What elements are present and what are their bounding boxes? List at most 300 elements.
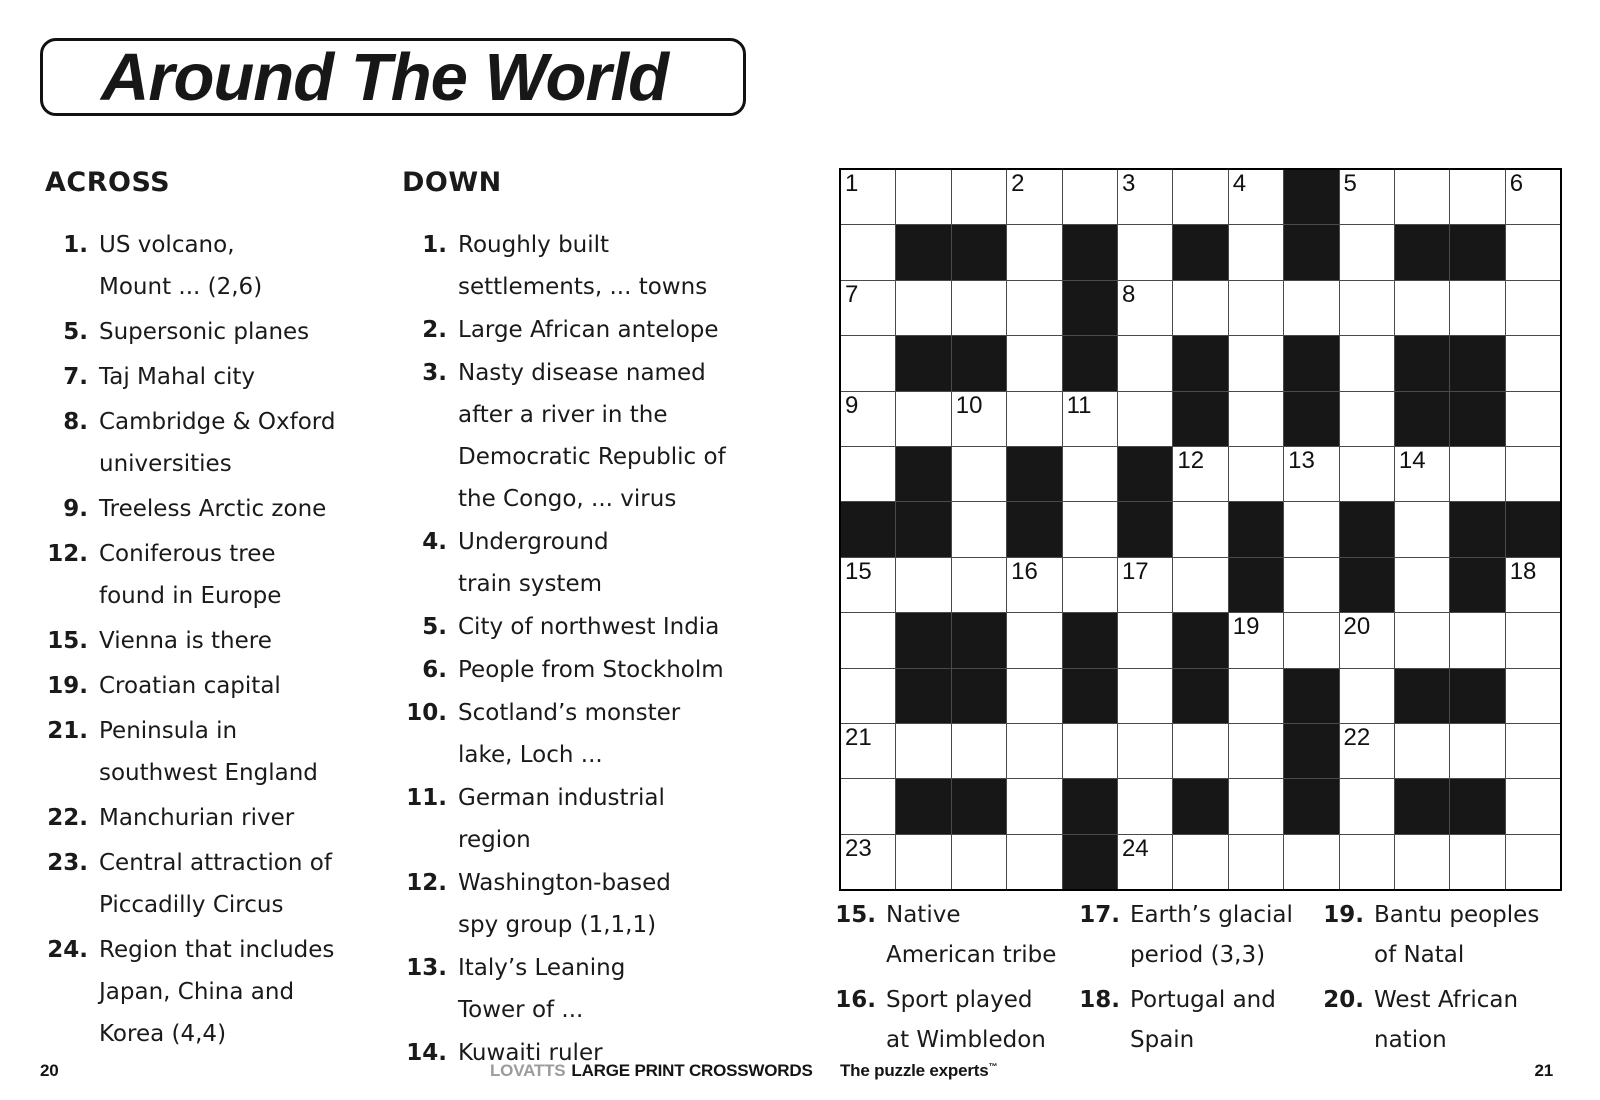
cell-number: 21 bbox=[845, 723, 872, 751]
grid-cell[interactable] bbox=[952, 392, 1006, 446]
grid-cell[interactable] bbox=[1284, 281, 1338, 335]
clue-line: train system bbox=[458, 571, 602, 597]
grid-cell[interactable] bbox=[896, 724, 950, 778]
grid-cell[interactable] bbox=[1340, 669, 1394, 723]
across-clue bbox=[45, 710, 395, 794]
clue-text bbox=[1120, 980, 1276, 1060]
grid-cell[interactable] bbox=[841, 613, 895, 667]
grid-cell[interactable] bbox=[1173, 447, 1227, 501]
grid-cell[interactable] bbox=[1063, 724, 1117, 778]
grid-cell[interactable] bbox=[1229, 225, 1283, 279]
clue-number: 3. bbox=[422, 360, 447, 386]
clue-text bbox=[1364, 980, 1518, 1060]
clue-line: Peninsula in bbox=[99, 718, 238, 744]
grid-cell-black bbox=[1173, 392, 1227, 446]
grid-cell[interactable] bbox=[1395, 835, 1449, 889]
clue-line: Vienna is there bbox=[99, 628, 272, 654]
bottom-down-clue bbox=[1310, 895, 1539, 975]
grid-cell[interactable] bbox=[1118, 724, 1172, 778]
grid-cell[interactable] bbox=[952, 281, 1006, 335]
clue-number: 15. bbox=[47, 628, 88, 654]
grid-cell[interactable] bbox=[1340, 613, 1394, 667]
down-clue bbox=[402, 224, 792, 308]
clue-text bbox=[447, 606, 719, 648]
clue-number: 21. bbox=[47, 718, 88, 744]
grid-cell[interactable] bbox=[1506, 724, 1560, 778]
grid-cell[interactable] bbox=[1395, 447, 1449, 501]
grid-cell[interactable] bbox=[1340, 724, 1394, 778]
clue-line: Japan, China and bbox=[99, 979, 295, 1005]
grid-cell[interactable] bbox=[1506, 447, 1560, 501]
clue-line: southwest England bbox=[99, 760, 318, 786]
clue-line: Underground bbox=[458, 529, 609, 555]
grid-cell[interactable] bbox=[1007, 336, 1061, 390]
cell-number: 12 bbox=[1177, 446, 1205, 474]
grid-cell[interactable] bbox=[1450, 170, 1504, 224]
grid-cell-black bbox=[1395, 392, 1449, 446]
grid-cell-black bbox=[896, 447, 950, 501]
grid-cell-black bbox=[1450, 669, 1504, 723]
grid-cell[interactable] bbox=[896, 392, 950, 446]
grid-cell[interactable] bbox=[1506, 336, 1560, 390]
clue-line: Piccadilly Circus bbox=[99, 892, 284, 918]
grid-cell[interactable] bbox=[1450, 613, 1504, 667]
puzzle-title: Around The World bbox=[101, 39, 669, 115]
down-clue bbox=[402, 777, 792, 861]
grid-cell[interactable] bbox=[1506, 779, 1560, 833]
grid-cell[interactable] bbox=[1506, 669, 1560, 723]
cell-number: 7 bbox=[845, 280, 859, 308]
cell-number: 15 bbox=[845, 557, 872, 585]
clue-line: Nasty disease named bbox=[458, 360, 706, 386]
grid-cell[interactable] bbox=[841, 447, 895, 501]
grid-cell[interactable] bbox=[841, 724, 895, 778]
grid-cell[interactable] bbox=[841, 558, 895, 612]
grid-cell[interactable] bbox=[952, 724, 1006, 778]
grid-cell-black bbox=[1395, 225, 1449, 279]
grid-cell[interactable] bbox=[1506, 613, 1560, 667]
grid-cell[interactable] bbox=[1118, 170, 1172, 224]
clue-text bbox=[88, 620, 272, 662]
grid-cell[interactable] bbox=[1395, 502, 1449, 556]
grid-cell[interactable] bbox=[1229, 779, 1283, 833]
cell-number: 19 bbox=[1232, 613, 1260, 641]
grid-cell-black bbox=[1284, 170, 1338, 224]
cell-number: 13 bbox=[1288, 446, 1315, 474]
clue-line: Democratic Republic of bbox=[458, 444, 726, 470]
grid-cell[interactable] bbox=[1229, 613, 1283, 667]
clue-line: Bantu peoples bbox=[1374, 902, 1540, 928]
grid-cell[interactable] bbox=[1284, 502, 1338, 556]
grid-cell-black bbox=[1118, 447, 1172, 501]
clue-text bbox=[88, 842, 332, 926]
grid-cell[interactable] bbox=[1118, 225, 1172, 279]
bottom-down-clue bbox=[1066, 895, 1293, 975]
grid-cell[interactable] bbox=[1229, 724, 1283, 778]
grid-cell-black bbox=[1284, 669, 1338, 723]
clue-line: universities bbox=[99, 451, 232, 477]
cell-number: 23 bbox=[845, 834, 872, 862]
grid-cell[interactable] bbox=[1118, 281, 1172, 335]
grid-cell[interactable] bbox=[1118, 392, 1172, 446]
clue-line: Native bbox=[886, 902, 961, 928]
clue-text bbox=[88, 665, 281, 707]
grid-cell-black bbox=[952, 779, 1006, 833]
across-clue bbox=[45, 665, 395, 707]
clue-number: 12. bbox=[406, 870, 447, 896]
grid-cell-black bbox=[1063, 779, 1117, 833]
grid-cell[interactable] bbox=[1450, 281, 1504, 335]
grid-cell-black bbox=[896, 336, 950, 390]
grid-cell[interactable] bbox=[1007, 392, 1061, 446]
clue-line: Scotland’s monster bbox=[458, 700, 681, 726]
grid-cell[interactable] bbox=[1118, 779, 1172, 833]
cell-number: 9 bbox=[845, 391, 859, 419]
grid-cell[interactable] bbox=[1063, 447, 1117, 501]
grid-cell-black bbox=[1450, 392, 1504, 446]
grid-cell-black bbox=[1450, 225, 1504, 279]
grid-cell[interactable] bbox=[1340, 225, 1394, 279]
cell-number: 11 bbox=[1066, 391, 1092, 419]
clue-line: region bbox=[458, 827, 531, 853]
clue-number: 5. bbox=[63, 319, 88, 345]
clue-text bbox=[447, 649, 724, 691]
clue-line: Cambridge & Oxford bbox=[99, 409, 336, 435]
grid-cell[interactable] bbox=[1395, 558, 1449, 612]
grid-cell[interactable] bbox=[896, 835, 950, 889]
clue-number: 24. bbox=[47, 937, 88, 963]
grid-cell-black bbox=[1284, 779, 1338, 833]
bottom-down-clue bbox=[822, 895, 1056, 975]
grid-cell[interactable] bbox=[952, 502, 1006, 556]
clue-line: found in Europe bbox=[99, 583, 282, 609]
clue-line: City of northwest India bbox=[458, 614, 720, 640]
cell-number: 8 bbox=[1121, 280, 1136, 308]
crossword-grid bbox=[839, 168, 1562, 891]
grid-cell[interactable] bbox=[1007, 281, 1061, 335]
clue-text bbox=[447, 521, 609, 605]
cell-number: 10 bbox=[955, 391, 983, 419]
clue-line: Mount ... (2,6) bbox=[99, 274, 263, 300]
grid-cell-black bbox=[1229, 502, 1283, 556]
grid-cell-black bbox=[1395, 669, 1449, 723]
grid-cell[interactable] bbox=[841, 835, 895, 889]
grid-cell[interactable] bbox=[1229, 281, 1283, 335]
grid-cell[interactable] bbox=[1395, 613, 1449, 667]
grid-cell[interactable] bbox=[841, 170, 895, 224]
grid-cell[interactable] bbox=[1118, 558, 1172, 612]
grid-cell[interactable] bbox=[1395, 281, 1449, 335]
grid-cell[interactable] bbox=[1450, 835, 1504, 889]
grid-cell-black bbox=[1450, 336, 1504, 390]
grid-cell-black bbox=[952, 336, 1006, 390]
grid-cell[interactable] bbox=[1007, 225, 1061, 279]
grid-cell[interactable] bbox=[1173, 724, 1227, 778]
cell-number: 20 bbox=[1343, 613, 1371, 641]
clue-line: Taj Mahal city bbox=[99, 364, 256, 390]
grid-cell-black bbox=[1506, 502, 1560, 556]
grid-cell[interactable] bbox=[1007, 669, 1061, 723]
clue-text bbox=[88, 797, 294, 839]
clue-text bbox=[88, 311, 309, 353]
grid-cell[interactable] bbox=[1340, 392, 1394, 446]
clue-text bbox=[447, 692, 680, 776]
grid-cell-black bbox=[1173, 336, 1227, 390]
clue-line: Sport played bbox=[886, 987, 1033, 1013]
cell-number: 6 bbox=[1509, 170, 1524, 197]
clue-line: Earth’s glacial bbox=[1130, 902, 1293, 928]
clue-line: spy group (1,1,1) bbox=[458, 912, 657, 938]
clue-number: 22. bbox=[47, 805, 88, 831]
grid-cell-black bbox=[1395, 336, 1449, 390]
cell-number: 22 bbox=[1343, 723, 1371, 751]
grid-cell[interactable] bbox=[1229, 336, 1283, 390]
clue-number: 12. bbox=[47, 541, 88, 567]
cell-number: 4 bbox=[1232, 170, 1247, 197]
grid-cell[interactable] bbox=[1340, 336, 1394, 390]
grid-cell-black bbox=[1118, 502, 1172, 556]
bottom-down-clue bbox=[1066, 980, 1293, 1060]
grid-cell[interactable] bbox=[1340, 835, 1394, 889]
clue-number: 10. bbox=[406, 700, 447, 726]
grid-cell[interactable] bbox=[841, 225, 895, 279]
clue-number: 11. bbox=[406, 785, 447, 811]
grid-cell[interactable] bbox=[841, 336, 895, 390]
clue-line: period (3,3) bbox=[1130, 942, 1266, 968]
grid-cell-black bbox=[1063, 225, 1117, 279]
grid-cell-black bbox=[1450, 779, 1504, 833]
grid-cell[interactable] bbox=[1229, 669, 1283, 723]
grid-cell-black bbox=[1063, 336, 1117, 390]
grid-cell[interactable] bbox=[1173, 281, 1227, 335]
bottom-clue-column bbox=[822, 895, 1056, 1065]
grid-cell[interactable] bbox=[952, 558, 1006, 612]
clue-text bbox=[876, 980, 1046, 1060]
clue-text bbox=[447, 777, 665, 861]
publisher-tagline bbox=[840, 1061, 997, 1081]
clue-line: Roughly built bbox=[458, 232, 610, 258]
clue-line: Kuwaiti ruler bbox=[458, 1040, 603, 1066]
grid-cell-black bbox=[896, 225, 950, 279]
across-clue bbox=[45, 620, 395, 662]
clue-text bbox=[447, 352, 726, 520]
clue-number: 14. bbox=[406, 1040, 447, 1066]
grid-cell[interactable] bbox=[952, 170, 1006, 224]
across-clue bbox=[45, 224, 395, 308]
brand-series: LARGE PRINT CROSSWORDS bbox=[571, 1061, 813, 1080]
clue-number: 6. bbox=[422, 657, 447, 683]
grid-cell-black bbox=[1173, 225, 1227, 279]
down-clue bbox=[402, 692, 792, 776]
grid-cell[interactable] bbox=[1007, 724, 1061, 778]
page-number-right: 21 bbox=[1534, 1061, 1553, 1080]
grid-cell[interactable] bbox=[896, 170, 950, 224]
grid-cell[interactable] bbox=[1395, 170, 1449, 224]
grid-cell[interactable] bbox=[1173, 835, 1227, 889]
grid-cell[interactable] bbox=[1506, 281, 1560, 335]
grid-cell-black bbox=[1063, 835, 1117, 889]
grid-cell[interactable] bbox=[1173, 170, 1227, 224]
grid-cell[interactable] bbox=[1284, 447, 1338, 501]
down-clue bbox=[402, 309, 792, 351]
grid-cell[interactable] bbox=[1284, 835, 1338, 889]
bottom-down-clue bbox=[1310, 980, 1539, 1060]
grid-cell[interactable] bbox=[1063, 170, 1117, 224]
grid-cell-black bbox=[1284, 724, 1338, 778]
clue-number: 18. bbox=[1079, 987, 1120, 1013]
clue-text bbox=[447, 947, 625, 1031]
across-clue bbox=[45, 356, 395, 398]
cell-number: 18 bbox=[1509, 557, 1537, 585]
clue-line: People from Stockholm bbox=[458, 657, 724, 683]
down-clue bbox=[402, 947, 792, 1031]
grid-cell-black bbox=[1173, 779, 1227, 833]
clue-text bbox=[88, 356, 255, 398]
bottom-clue-column bbox=[1310, 895, 1539, 1065]
grid-cell[interactable] bbox=[1007, 613, 1061, 667]
clue-number: 1. bbox=[63, 232, 88, 258]
puzzle-title-box bbox=[40, 38, 746, 116]
grid-cell[interactable] bbox=[1118, 613, 1172, 667]
grid-cell[interactable] bbox=[1229, 392, 1283, 446]
clue-line: Croatian capital bbox=[99, 673, 281, 699]
clue-number: 17. bbox=[1079, 902, 1120, 928]
clue-text bbox=[447, 224, 707, 308]
clue-number: 2. bbox=[422, 317, 447, 343]
clue-line: Portugal and bbox=[1130, 987, 1276, 1013]
clue-number: 19. bbox=[47, 673, 88, 699]
grid-cell[interactable] bbox=[841, 392, 895, 446]
grid-cell[interactable] bbox=[1506, 835, 1560, 889]
across-clue bbox=[45, 842, 395, 926]
tagline-text: The puzzle experts bbox=[840, 1061, 989, 1080]
bottom-clue-column bbox=[1066, 895, 1293, 1065]
grid-cell-black bbox=[952, 669, 1006, 723]
grid-cell[interactable] bbox=[1007, 558, 1061, 612]
grid-cell[interactable] bbox=[1506, 170, 1560, 224]
grid-cell[interactable] bbox=[1450, 724, 1504, 778]
cell-number: 17 bbox=[1121, 557, 1149, 585]
across-clue bbox=[45, 797, 395, 839]
across-clue bbox=[45, 533, 395, 617]
grid-cell[interactable] bbox=[1395, 724, 1449, 778]
grid-cell-black bbox=[1284, 225, 1338, 279]
grid-cell[interactable] bbox=[1173, 558, 1227, 612]
clue-line: West African bbox=[1374, 987, 1519, 1013]
clue-number: 16. bbox=[835, 987, 876, 1013]
grid-cell[interactable] bbox=[896, 558, 950, 612]
down-clue bbox=[402, 649, 792, 691]
grid-cell[interactable] bbox=[1229, 170, 1283, 224]
grid-cell[interactable] bbox=[1118, 835, 1172, 889]
grid-cell[interactable] bbox=[1007, 779, 1061, 833]
cell-number: 24 bbox=[1121, 834, 1149, 862]
grid-cell-black bbox=[896, 613, 950, 667]
grid-cell[interactable] bbox=[1063, 392, 1117, 446]
grid-cell[interactable] bbox=[1340, 779, 1394, 833]
clue-text bbox=[447, 309, 719, 351]
grid-cell[interactable] bbox=[952, 447, 1006, 501]
clue-number: 8. bbox=[63, 409, 88, 435]
clue-number: 19. bbox=[1323, 902, 1364, 928]
clue-text bbox=[876, 895, 1056, 975]
clue-text bbox=[88, 488, 326, 530]
grid-cell[interactable] bbox=[896, 281, 950, 335]
clue-number: 4. bbox=[422, 529, 447, 555]
grid-cell[interactable] bbox=[1118, 336, 1172, 390]
grid-cell[interactable] bbox=[841, 281, 895, 335]
clue-line: the Congo, ... virus bbox=[458, 486, 677, 512]
grid-cell[interactable] bbox=[1506, 225, 1560, 279]
clue-number: 7. bbox=[63, 364, 88, 390]
grid-cell-black bbox=[1450, 502, 1504, 556]
grid-cell[interactable] bbox=[1229, 447, 1283, 501]
grid-cell[interactable] bbox=[841, 669, 895, 723]
grid-cell[interactable] bbox=[1063, 502, 1117, 556]
clue-number: 9. bbox=[63, 496, 88, 522]
clue-text bbox=[447, 862, 671, 946]
grid-cell-black bbox=[841, 502, 895, 556]
grid-cell[interactable] bbox=[1118, 669, 1172, 723]
clue-line: Central attraction of bbox=[99, 850, 332, 876]
grid-cell[interactable] bbox=[1063, 558, 1117, 612]
across-clue-list bbox=[45, 224, 395, 1055]
grid-cell[interactable] bbox=[1340, 281, 1394, 335]
cell-number: 14 bbox=[1398, 446, 1426, 474]
clue-line: after a river in the bbox=[458, 402, 668, 428]
grid-cell-black bbox=[1450, 558, 1504, 612]
grid-cell[interactable] bbox=[1284, 558, 1338, 612]
clue-line: Coniferous tree bbox=[99, 541, 276, 567]
across-clue bbox=[45, 401, 395, 485]
grid-cell-black bbox=[1063, 669, 1117, 723]
clue-number: 15. bbox=[835, 902, 876, 928]
publisher-brand bbox=[490, 1061, 813, 1081]
grid-cell-black bbox=[896, 669, 950, 723]
grid-cell[interactable] bbox=[1173, 502, 1227, 556]
grid-cell[interactable] bbox=[1506, 558, 1560, 612]
clue-line: US volcano, bbox=[99, 232, 235, 258]
grid-cell[interactable] bbox=[1450, 447, 1504, 501]
clue-number: 5. bbox=[422, 614, 447, 640]
clue-line: of Natal bbox=[1374, 942, 1465, 968]
grid-cell[interactable] bbox=[841, 779, 895, 833]
grid-cell-black bbox=[896, 779, 950, 833]
clue-text bbox=[88, 929, 334, 1055]
clue-text bbox=[88, 401, 335, 485]
bottom-down-clue bbox=[822, 980, 1056, 1060]
down-clue bbox=[402, 521, 792, 605]
grid-cell[interactable] bbox=[1506, 392, 1560, 446]
clue-line: American tribe bbox=[886, 942, 1057, 968]
grid-cell[interactable] bbox=[1340, 447, 1394, 501]
grid-cell[interactable] bbox=[1007, 835, 1061, 889]
clue-text bbox=[88, 224, 262, 308]
grid-cell[interactable] bbox=[1007, 170, 1061, 224]
grid-cell-black bbox=[1007, 447, 1061, 501]
grid-cell[interactable] bbox=[1284, 613, 1338, 667]
down-clues-section bbox=[402, 166, 792, 1075]
across-clue bbox=[45, 488, 395, 530]
grid-cell[interactable] bbox=[1340, 170, 1394, 224]
grid-cell-black bbox=[1340, 558, 1394, 612]
clue-line: lake, Loch ... bbox=[458, 742, 603, 768]
clue-line: Region that includes bbox=[99, 937, 335, 963]
cell-number: 2 bbox=[1011, 170, 1025, 197]
clue-line: Treeless Arctic zone bbox=[99, 496, 327, 522]
grid-cell[interactable] bbox=[1229, 835, 1283, 889]
grid-cell[interactable] bbox=[952, 835, 1006, 889]
